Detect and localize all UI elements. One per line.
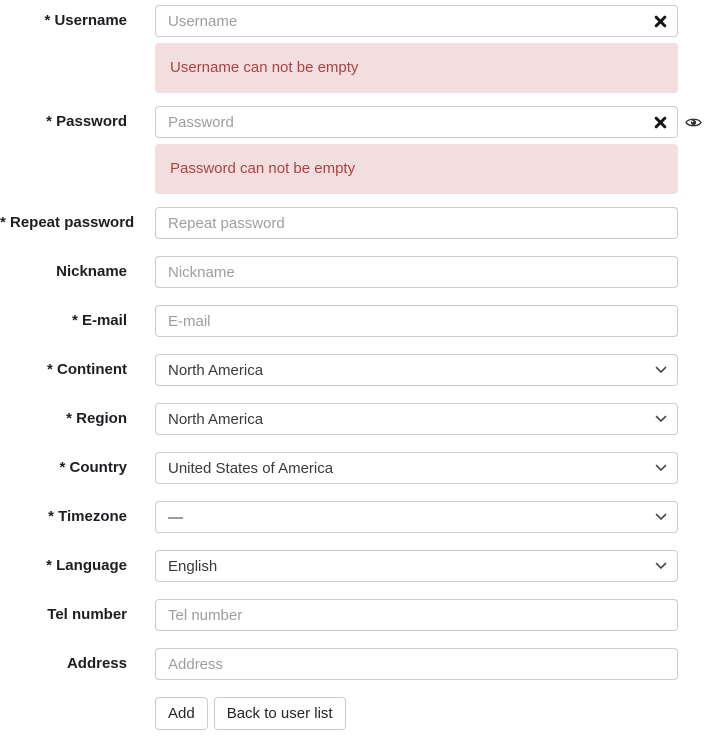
field-label: * Region <box>66 410 127 427</box>
field-label: Nickname <box>56 263 127 280</box>
field-row-email <box>0 305 712 337</box>
field-control-column <box>155 354 678 386</box>
field-label: * Language <box>46 557 127 574</box>
field-control-wrap <box>155 501 678 533</box>
field-control-column <box>155 403 678 435</box>
field-control-wrap <box>155 256 678 288</box>
clear-icon[interactable] <box>654 15 667 28</box>
field-control-wrap <box>155 550 678 582</box>
language-select[interactable] <box>155 550 678 582</box>
field-control-column <box>155 599 678 631</box>
field-row-region <box>0 403 712 435</box>
field-label: * Timezone <box>48 508 127 525</box>
field-control-wrap <box>155 5 678 37</box>
field-label: * Username <box>44 12 127 29</box>
field-control-column <box>155 106 678 194</box>
field-row-timezone <box>0 501 712 533</box>
field-row-nickname <box>0 256 712 288</box>
field-control-wrap <box>155 452 678 484</box>
field-row-country <box>0 452 712 484</box>
field-control-column <box>155 256 678 288</box>
field-control-wrap <box>155 599 678 631</box>
region-select[interactable] <box>155 403 678 435</box>
username-input[interactable] <box>155 5 678 37</box>
field-row-continent <box>0 354 712 386</box>
field-label: * Repeat password <box>0 214 135 231</box>
field-control-column <box>155 452 678 484</box>
field-row-repeat-password <box>0 207 712 239</box>
address-input[interactable] <box>155 648 678 680</box>
form-actions <box>155 697 712 730</box>
field-label: * Country <box>59 459 127 476</box>
field-control-wrap <box>155 648 678 680</box>
field-control-column <box>155 5 678 93</box>
back-to-user-list-button[interactable]: Back to user list <box>214 697 346 730</box>
field-label: * Password <box>46 113 127 130</box>
field-label: * Continent <box>47 361 127 378</box>
clear-icon[interactable] <box>654 116 667 129</box>
field-control-wrap <box>155 207 678 239</box>
field-row-password <box>0 106 712 194</box>
error-message: Password can not be empty <box>155 144 678 194</box>
eye-icon[interactable] <box>685 116 702 129</box>
password-input[interactable] <box>155 106 678 138</box>
repeat-password-input[interactable] <box>155 207 678 239</box>
field-label: Address <box>66 655 127 672</box>
field-control-column <box>155 501 678 533</box>
field-label: * E-mail <box>71 312 127 329</box>
field-control-wrap <box>155 305 678 337</box>
email-input[interactable] <box>155 305 678 337</box>
field-control-wrap <box>155 106 678 138</box>
field-row-username <box>0 5 712 93</box>
continent-select[interactable] <box>155 354 678 386</box>
field-control-column <box>155 550 678 582</box>
field-row-tel-number <box>0 599 712 631</box>
tel-number-input[interactable] <box>155 599 678 631</box>
field-control-wrap <box>155 354 678 386</box>
field-row-address <box>0 648 712 680</box>
timezone-select[interactable] <box>155 501 678 533</box>
field-label: Tel number <box>47 606 127 623</box>
error-message: Username can not be empty <box>155 43 678 93</box>
field-control-column <box>155 207 678 239</box>
field-control-wrap <box>155 403 678 435</box>
nickname-input[interactable] <box>155 256 678 288</box>
field-control-column <box>155 648 678 680</box>
field-control-column <box>155 305 678 337</box>
field-row-language <box>0 550 712 582</box>
country-select[interactable] <box>155 452 678 484</box>
add-button[interactable]: Add <box>155 697 208 730</box>
